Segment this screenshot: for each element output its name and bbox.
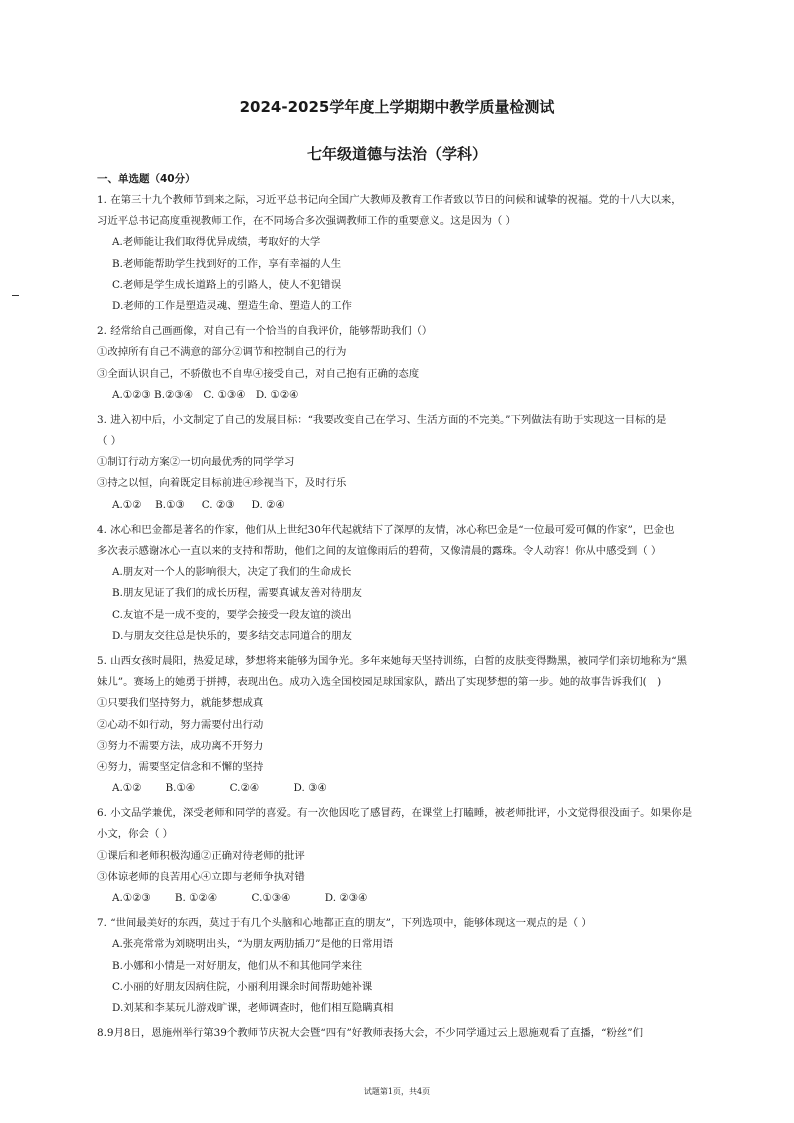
question-stem: 妹儿”。赛场上的她勇于拼搏，表现出色。成功入选全国校园足球国家队，踏出了实现梦想的第一步。她的故事告诉我们( ) bbox=[97, 676, 662, 689]
question-statement: ①改掉所有自己不满意的部分②调节和控制自己的行为 bbox=[97, 346, 347, 359]
answer-option: B.小娜和小情是一对好朋友，他们从不和其他同学来往 bbox=[112, 959, 362, 972]
question-stem: 2. 经常给自己画画像，对自己有一个恰当的自我评价，能够帮助我们（） bbox=[97, 325, 433, 338]
page-footer: 试题第1页，共4页 bbox=[363, 1087, 431, 1096]
answer-option: B.朋友见证了我们的成长历程，需要真诚友善对待朋友 bbox=[112, 587, 362, 600]
answer-option: A.①② B.①③ C. ②③ D. ②④ bbox=[112, 498, 285, 511]
answer-option: A.张亮常常为刘晓明出头，“为朋友两肋插刀”是他的日常用语 bbox=[112, 938, 394, 951]
exam-subtitle: 七年级道德与法治（学科） bbox=[306, 145, 487, 163]
question-statement: ②心动不如行动，努力需要付出行动 bbox=[97, 718, 264, 731]
question-statement: ③全面认识自己，不骄傲也不自卑④接受自己，对自己抱有正确的态度 bbox=[97, 367, 420, 380]
question-stem: 6. 小文品学兼优，深受老师和同学的喜爱。有一次他因吃了感冒药，在课堂上打瞌睡，被老师批评，小文觉得很没面子。如果你是 bbox=[97, 807, 693, 820]
answer-option: A.朋友对一个人的影响很大，决定了我们的生命成长 bbox=[112, 566, 352, 579]
question-statement: ③努力不需要方法，成功离不开努力 bbox=[97, 739, 264, 752]
answer-option: A.老师能让我们取得优异成绩，考取好的大学 bbox=[112, 236, 321, 249]
answer-option: A.①②③ B. ①②④ C.①③④ D. ②③④ bbox=[112, 892, 368, 904]
question-stem: 习近平总书记高度重视教师工作，在不同场合多次强调教师工作的重要意义。这是因为（ ） bbox=[97, 215, 516, 228]
answer-option: D.与朋友交往总是快乐的，要多结交志同道合的朋友 bbox=[112, 629, 352, 642]
question-stem: 7. “世间最美好的东西，莫过于有几个头脑和心地都正直的朋友”，下列选项中，能够体现这一观点的是（ ） bbox=[97, 917, 592, 930]
question-stem: （ ） bbox=[97, 435, 122, 448]
question-stem: 5. 山西女孩时晨阳，热爱足球，梦想将来能够为国争光。多年来她每天坚持训练，白皙的皮肤变得黝黑，被同学们亲切地称为“黑 bbox=[97, 654, 688, 667]
answer-option: C.友谊不是一成不变的，要学会接受一段友谊的淡出 bbox=[112, 608, 352, 621]
question-statement: ③持之以恒，向着既定目标前进④珍视当下，及时行乐 bbox=[97, 477, 347, 490]
question-stem: 3. 进入初中后，小文制定了自己的发展目标：“我要改变自己在学习、生活方面的不完美。”下列做法有助于实现这一目标的是 bbox=[97, 413, 667, 426]
question-statement: ①课后和老师积极沟通②正确对待老师的批评 bbox=[97, 849, 305, 862]
question-statement: ①只要我们坚持努力，就能梦想成真 bbox=[97, 697, 264, 710]
question-stem: 1. 在第三十九个教师节到来之际，习近平总书记向全国广大教师及教育工作者致以节日的问候和诚挚的祝福。党的十八大以来， bbox=[97, 194, 682, 206]
question-stem: 8.9月8日，恩施州举行第39个教师节庆祝大会暨“四有”好教师表扬大会，不少同学通过云上恩施观看了直播，“粉丝”们 bbox=[97, 1027, 643, 1040]
question-statement: ④努力，需要坚定信念和不懈的坚持 bbox=[97, 760, 264, 773]
question-stem: 小文，你会（ ） bbox=[97, 828, 174, 841]
answer-option: D.老师的工作是塑造灵魂、塑造生命、塑造人的工作 bbox=[112, 299, 352, 312]
answer-option: A.①② B.①④ C.②④ D. ③④ bbox=[112, 782, 327, 795]
answer-option: C.小丽的好朋友因病住院，小丽利用课余时间帮助她补课 bbox=[112, 980, 373, 993]
margin-mark bbox=[12, 295, 19, 296]
exam-title: 2024-2025学年度上学期期中教学质量检测试 bbox=[239, 98, 555, 116]
question-statement: ①制订行动方案②一切向最优秀的同学学习 bbox=[97, 456, 295, 469]
question-statement: ③体谅老师的良苦用心④立即与老师争执对错 bbox=[97, 870, 305, 883]
answer-option: A.①②③ B.②③④ C. ①③④ D. ①②④ bbox=[112, 388, 299, 401]
question-stem: 多次表示感谢冰心一直以来的支持和帮助，他们之间的友谊像雨后的碧荷，又像清晨的露珠。令人动容！你从中感受到（ ） bbox=[97, 545, 662, 557]
answer-option: B.老师能帮助学生找到好的工作，享有幸福的人生 bbox=[112, 257, 342, 270]
answer-option: D.刘某和李某玩儿游戏旷课，老师调查时，他们相互隐瞒真相 bbox=[112, 1001, 394, 1014]
answer-option: C.老师是学生成长道路上的引路人，使人不犯错误 bbox=[112, 278, 342, 291]
question-list bbox=[97, 190, 705, 1044]
section-heading: 一、单选题（40分） bbox=[97, 173, 196, 185]
question-stem: 4. 冰心和巴金都是著名的作家，他们从上世纪30年代起就结下了深厚的友情，冰心称巴金是“一位最可爱可佩的作家”，巴金也 bbox=[97, 523, 675, 536]
